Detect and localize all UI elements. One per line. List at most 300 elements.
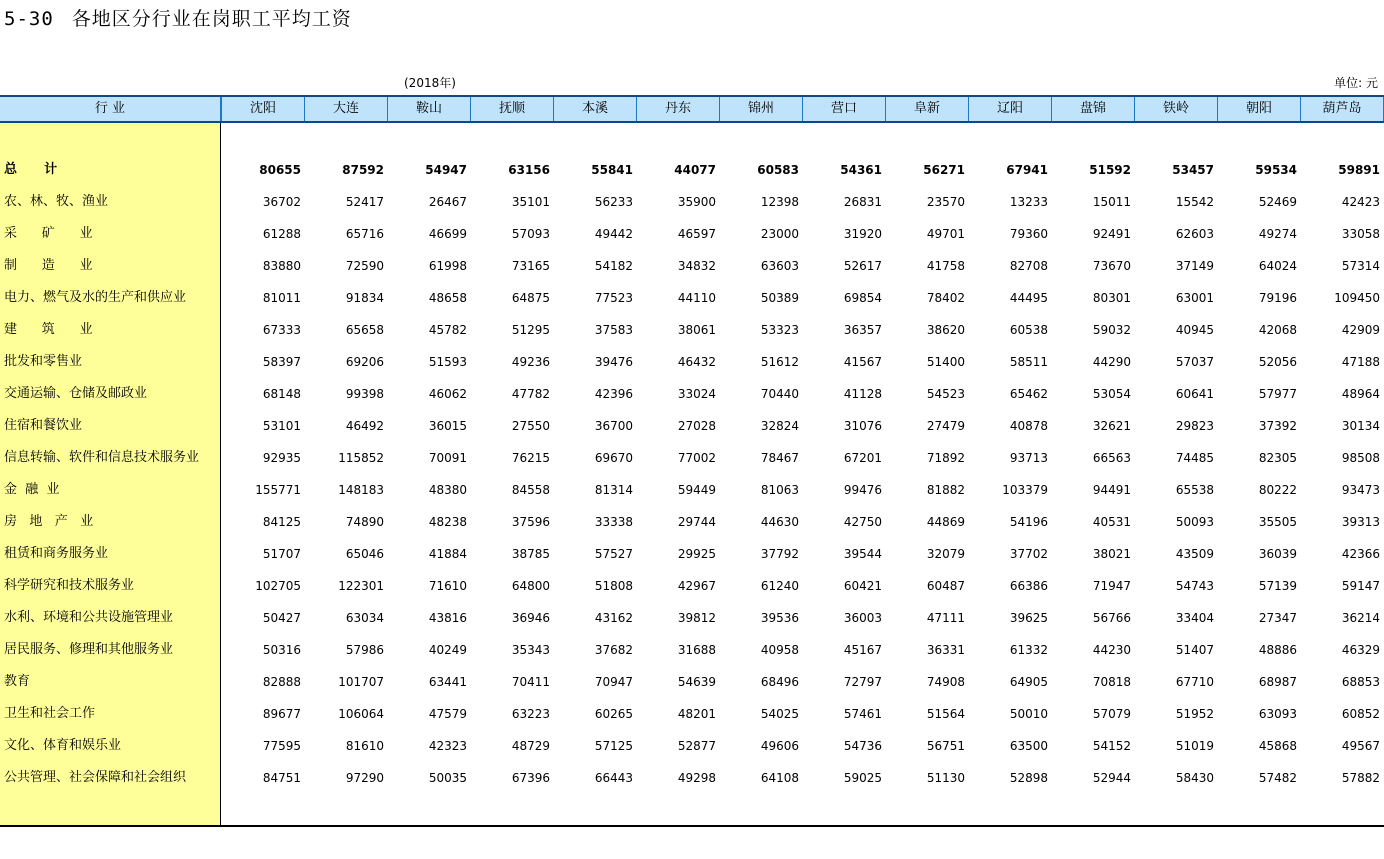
table-cell: 48658 xyxy=(428,291,467,305)
header-city: 抚顺 xyxy=(471,97,553,121)
table-cell: 57079 xyxy=(1092,707,1131,721)
unit-note: 单位: 元 xyxy=(1334,76,1378,90)
table-cell: 155771 xyxy=(255,483,301,497)
table-cell: 42068 xyxy=(1258,323,1297,337)
table-cell: 43816 xyxy=(428,611,467,625)
table-row xyxy=(0,320,1384,340)
table-cell: 37596 xyxy=(511,515,550,529)
table-cell: 68853 xyxy=(1341,675,1380,689)
table-cell: 58511 xyxy=(1009,355,1048,369)
table-cell: 115852 xyxy=(338,451,384,465)
table-cell: 59025 xyxy=(843,771,882,785)
table-cell: 42423 xyxy=(1341,195,1380,209)
table-cell: 59534 xyxy=(1255,163,1297,177)
table-cell: 84558 xyxy=(511,483,550,497)
row-label: 电力、燃气及水的生产和供应业 xyxy=(4,290,187,305)
table-cell: 69670 xyxy=(594,451,633,465)
table-cell: 59032 xyxy=(1092,323,1131,337)
table-cell: 27550 xyxy=(511,419,550,433)
table-cell: 33024 xyxy=(677,387,716,401)
table-cell: 57882 xyxy=(1341,771,1380,785)
table-cell: 51295 xyxy=(511,323,550,337)
table-cell: 53054 xyxy=(1092,387,1131,401)
table-cell: 42366 xyxy=(1341,547,1380,561)
table-cell: 103379 xyxy=(1002,483,1048,497)
table-cell: 61998 xyxy=(428,259,467,273)
table-cell: 51707 xyxy=(262,547,301,561)
table-cell: 63001 xyxy=(1175,291,1214,305)
table-cell: 31076 xyxy=(843,419,882,433)
table-cell: 34832 xyxy=(677,259,716,273)
table-cell: 93473 xyxy=(1341,483,1380,497)
table-cell: 77595 xyxy=(262,739,301,753)
table-cell: 51019 xyxy=(1175,739,1214,753)
table-cell: 33338 xyxy=(594,515,633,529)
table-cell: 15542 xyxy=(1175,195,1214,209)
table-cell: 46597 xyxy=(677,227,716,241)
table-cell: 50427 xyxy=(262,611,301,625)
table-cell: 44869 xyxy=(926,515,965,529)
table-cell: 54182 xyxy=(594,259,633,273)
table-cell: 49298 xyxy=(677,771,716,785)
table-cell: 52877 xyxy=(677,739,716,753)
row-label: 批发和零售业 xyxy=(4,354,83,369)
table-cell: 36331 xyxy=(926,643,965,657)
table-cell: 57461 xyxy=(843,707,882,721)
table-cell: 40249 xyxy=(428,643,467,657)
table-cell: 49236 xyxy=(511,355,550,369)
table-cell: 67710 xyxy=(1175,675,1214,689)
table-cell: 60265 xyxy=(594,707,633,721)
table-cell: 46329 xyxy=(1341,643,1380,657)
table-cell: 101707 xyxy=(338,675,384,689)
table-cell: 92935 xyxy=(262,451,301,465)
table-cell: 12398 xyxy=(760,195,799,209)
row-label: 租赁和商务服务业 xyxy=(4,546,109,561)
table-cell: 44630 xyxy=(760,515,799,529)
table-cell: 63156 xyxy=(508,163,550,177)
table-cell: 52056 xyxy=(1258,355,1297,369)
header-city: 朝阳 xyxy=(1218,97,1300,121)
table-cell: 49567 xyxy=(1341,739,1380,753)
table-cell: 54743 xyxy=(1175,579,1214,593)
table-cell: 52469 xyxy=(1258,195,1297,209)
table-cell: 89677 xyxy=(262,707,301,721)
table-cell: 63500 xyxy=(1009,739,1048,753)
row-label: 总 计 xyxy=(4,162,58,177)
table-cell: 74908 xyxy=(926,675,965,689)
table-cell: 73165 xyxy=(511,259,550,273)
table-cell: 49701 xyxy=(926,227,965,241)
row-label: 金 融 业 xyxy=(4,482,60,497)
row-label: 住宿和餐饮业 xyxy=(4,418,83,433)
table-cell: 60641 xyxy=(1175,387,1214,401)
table-cell: 106064 xyxy=(338,707,384,721)
table-cell: 46062 xyxy=(428,387,467,401)
table-cell: 57314 xyxy=(1341,259,1380,273)
table-cell: 51593 xyxy=(428,355,467,369)
table-cell: 43162 xyxy=(594,611,633,625)
table-cell: 50035 xyxy=(428,771,467,785)
table-cell: 23000 xyxy=(760,227,799,241)
table-row xyxy=(0,672,1384,692)
table-cell: 70091 xyxy=(428,451,467,465)
table-cell: 35101 xyxy=(511,195,550,209)
table-cell: 65462 xyxy=(1009,387,1048,401)
row-label: 制 造 业 xyxy=(4,258,93,273)
table-cell: 31920 xyxy=(843,227,882,241)
table-cell: 59147 xyxy=(1341,579,1380,593)
table-cell: 79196 xyxy=(1258,291,1297,305)
table-cell: 71892 xyxy=(926,451,965,465)
header-city: 铁岭 xyxy=(1135,97,1217,121)
table-cell: 61240 xyxy=(760,579,799,593)
table-row xyxy=(0,640,1384,660)
table-cell: 65658 xyxy=(345,323,384,337)
header-city: 盘锦 xyxy=(1052,97,1134,121)
table-cell: 36003 xyxy=(843,611,882,625)
table-cell: 49606 xyxy=(760,739,799,753)
table-cell: 91834 xyxy=(345,291,384,305)
table-cell: 33404 xyxy=(1175,611,1214,625)
table-cell: 84751 xyxy=(262,771,301,785)
table-cell: 48886 xyxy=(1258,643,1297,657)
row-label: 文化、体育和娱乐业 xyxy=(4,738,122,753)
table-cell: 39625 xyxy=(1009,611,1048,625)
table-cell: 67396 xyxy=(511,771,550,785)
table-cell: 66563 xyxy=(1092,451,1131,465)
table-cell: 57986 xyxy=(345,643,384,657)
row-label: 采 矿 业 xyxy=(4,226,93,241)
table-cell: 62603 xyxy=(1175,227,1214,241)
table-cell: 41758 xyxy=(926,259,965,273)
header-city: 锦州 xyxy=(720,97,802,121)
table-cell: 46492 xyxy=(345,419,384,433)
table-cell: 148183 xyxy=(338,483,384,497)
table-cell: 74890 xyxy=(345,515,384,529)
table-cell: 53323 xyxy=(760,323,799,337)
table-cell: 93713 xyxy=(1009,451,1048,465)
table-cell: 54196 xyxy=(1009,515,1048,529)
table-cell: 59891 xyxy=(1338,163,1380,177)
table-cell: 56271 xyxy=(923,163,965,177)
table-cell: 54361 xyxy=(840,163,882,177)
row-label: 卫生和社会工作 xyxy=(4,706,96,721)
table-cell: 54523 xyxy=(926,387,965,401)
table-cell: 51612 xyxy=(760,355,799,369)
table-cell: 49274 xyxy=(1258,227,1297,241)
table-row xyxy=(0,256,1384,276)
table-cell: 47111 xyxy=(926,611,965,625)
table-cell: 99476 xyxy=(843,483,882,497)
table-cell: 38785 xyxy=(511,547,550,561)
header-industry: 行 业 xyxy=(0,97,220,121)
table-cell: 42967 xyxy=(677,579,716,593)
table-cell: 66386 xyxy=(1009,579,1048,593)
table-cell: 70411 xyxy=(511,675,550,689)
table-cell: 56766 xyxy=(1092,611,1131,625)
table-cell: 71610 xyxy=(428,579,467,593)
table-row xyxy=(0,608,1384,628)
table-cell: 58430 xyxy=(1175,771,1214,785)
table-cell: 73670 xyxy=(1092,259,1131,273)
table-row xyxy=(0,416,1384,436)
header-city: 营口 xyxy=(803,97,885,121)
table-cell: 68987 xyxy=(1258,675,1297,689)
table-cell: 60538 xyxy=(1009,323,1048,337)
table-cell: 99398 xyxy=(345,387,384,401)
table-cell: 36039 xyxy=(1258,547,1297,561)
table-row xyxy=(0,480,1384,500)
table-cell: 31688 xyxy=(677,643,716,657)
table-cell: 72590 xyxy=(345,259,384,273)
table-cell: 52898 xyxy=(1009,771,1048,785)
table-cell: 72797 xyxy=(843,675,882,689)
table-cell: 37392 xyxy=(1258,419,1297,433)
table-cell: 50093 xyxy=(1175,515,1214,529)
table-cell: 80655 xyxy=(259,163,301,177)
table-row xyxy=(0,224,1384,244)
table-cell: 65538 xyxy=(1175,483,1214,497)
table-cell: 47188 xyxy=(1341,355,1380,369)
table-cell: 37682 xyxy=(594,643,633,657)
table-cell: 44230 xyxy=(1092,643,1131,657)
table-cell: 61332 xyxy=(1009,643,1048,657)
table-cell: 60583 xyxy=(757,163,799,177)
table-cell: 36702 xyxy=(262,195,301,209)
table-cell: 36357 xyxy=(843,323,882,337)
table-cell: 44495 xyxy=(1009,291,1048,305)
table-cell: 77002 xyxy=(677,451,716,465)
table-cell: 27479 xyxy=(926,419,965,433)
table-cell: 94491 xyxy=(1092,483,1131,497)
table-cell: 49442 xyxy=(594,227,633,241)
table-cell: 46699 xyxy=(428,227,467,241)
table-row xyxy=(0,352,1384,372)
table-cell: 64024 xyxy=(1258,259,1297,273)
table-cell: 26467 xyxy=(428,195,467,209)
table-cell: 65716 xyxy=(345,227,384,241)
table-cell: 64875 xyxy=(511,291,550,305)
table-cell: 54152 xyxy=(1092,739,1131,753)
table-cell: 60421 xyxy=(843,579,882,593)
row-label: 房 地 产 业 xyxy=(4,514,94,529)
table-cell: 57093 xyxy=(511,227,550,241)
table-cell: 15011 xyxy=(1092,195,1131,209)
row-label: 教育 xyxy=(4,674,31,689)
table-cell: 48238 xyxy=(428,515,467,529)
table-cell: 27028 xyxy=(677,419,716,433)
year-note: (2018年) xyxy=(404,76,456,90)
table-cell: 53101 xyxy=(262,419,301,433)
table-cell: 33058 xyxy=(1341,227,1380,241)
table-cell: 70947 xyxy=(594,675,633,689)
table-cell: 60487 xyxy=(926,579,965,593)
table-cell: 54025 xyxy=(760,707,799,721)
table-cell: 41884 xyxy=(428,547,467,561)
header-city: 辽阳 xyxy=(969,97,1051,121)
table-cell: 36700 xyxy=(594,419,633,433)
table-cell: 32824 xyxy=(760,419,799,433)
table-row xyxy=(0,288,1384,308)
row-label: 农、林、牧、渔业 xyxy=(4,194,109,209)
table-cell: 54639 xyxy=(677,675,716,689)
table-cell: 40945 xyxy=(1175,323,1214,337)
table-cell: 29925 xyxy=(677,547,716,561)
table-row xyxy=(0,448,1384,468)
table-cell: 37792 xyxy=(760,547,799,561)
table-cell: 61288 xyxy=(262,227,301,241)
table-cell: 63441 xyxy=(428,675,467,689)
table-cell: 98508 xyxy=(1341,451,1380,465)
header-city: 阜新 xyxy=(886,97,968,121)
table-cell: 54947 xyxy=(425,163,467,177)
table-cell: 71947 xyxy=(1092,579,1131,593)
table-cell: 81011 xyxy=(262,291,301,305)
table-cell: 64800 xyxy=(511,579,550,593)
table-cell: 37583 xyxy=(594,323,633,337)
table-cell: 36946 xyxy=(511,611,550,625)
table-cell: 68148 xyxy=(262,387,301,401)
table-cell: 48201 xyxy=(677,707,716,721)
table-cell: 77523 xyxy=(594,291,633,305)
table-cell: 51592 xyxy=(1089,163,1131,177)
table-cell: 40958 xyxy=(760,643,799,657)
table-cell: 44290 xyxy=(1092,355,1131,369)
table-cell: 38620 xyxy=(926,323,965,337)
table-cell: 81610 xyxy=(345,739,384,753)
table-cell: 43509 xyxy=(1175,547,1214,561)
table-cell: 54736 xyxy=(843,739,882,753)
table-cell: 53457 xyxy=(1172,163,1214,177)
table-title xyxy=(4,4,352,31)
table-bottom-rule xyxy=(0,825,1384,827)
table-cell: 42909 xyxy=(1341,323,1380,337)
table-cell: 63223 xyxy=(511,707,550,721)
table-cell: 41567 xyxy=(843,355,882,369)
table-cell: 51808 xyxy=(594,579,633,593)
row-label: 公共管理、社会保障和社会组织 xyxy=(4,770,187,785)
table-cell: 57482 xyxy=(1258,771,1297,785)
table-cell: 55841 xyxy=(591,163,633,177)
table-row xyxy=(0,192,1384,212)
table-cell: 44110 xyxy=(677,291,716,305)
total-row xyxy=(0,160,1384,180)
table-cell: 109450 xyxy=(1334,291,1380,305)
table-cell: 45868 xyxy=(1258,739,1297,753)
table-cell: 47579 xyxy=(428,707,467,721)
table-cell: 74485 xyxy=(1175,451,1214,465)
table-cell: 52944 xyxy=(1092,771,1131,785)
table-cell: 40531 xyxy=(1092,515,1131,529)
table-cell: 84125 xyxy=(262,515,301,529)
table-row xyxy=(0,768,1384,788)
table-cell: 47782 xyxy=(511,387,550,401)
table-cell: 56233 xyxy=(594,195,633,209)
row-label: 信息转输、软件和信息技术服务业 xyxy=(4,450,200,465)
table-cell: 80222 xyxy=(1258,483,1297,497)
table-cell: 67941 xyxy=(1006,163,1048,177)
row-label: 居民服务、修理和其他服务业 xyxy=(4,642,174,657)
table-cell: 70818 xyxy=(1092,675,1131,689)
table-cell: 36214 xyxy=(1341,611,1380,625)
table-cell: 51130 xyxy=(926,771,965,785)
table-cell: 52617 xyxy=(843,259,882,273)
row-label: 水利、环境和公共设施管理业 xyxy=(4,610,174,625)
table-cell: 35343 xyxy=(511,643,550,657)
table-header xyxy=(0,95,1384,123)
table-cell: 46432 xyxy=(677,355,716,369)
table-cell: 45782 xyxy=(428,323,467,337)
table-row xyxy=(0,704,1384,724)
table-cell: 30134 xyxy=(1341,419,1380,433)
header-city: 丹东 xyxy=(637,97,719,121)
table-cell: 78402 xyxy=(926,291,965,305)
table-cell: 50316 xyxy=(262,643,301,657)
row-label: 建 筑 业 xyxy=(4,322,93,337)
table-cell: 44077 xyxy=(674,163,716,177)
table-number: 5-30 xyxy=(4,8,54,30)
table-cell: 39536 xyxy=(760,611,799,625)
table-cell: 51400 xyxy=(926,355,965,369)
table-cell: 79360 xyxy=(1009,227,1048,241)
table-row xyxy=(0,736,1384,756)
table-cell: 39544 xyxy=(843,547,882,561)
table-cell: 57139 xyxy=(1258,579,1297,593)
table-cell: 42750 xyxy=(843,515,882,529)
table-cell: 63093 xyxy=(1258,707,1297,721)
table-cell: 81314 xyxy=(594,483,633,497)
table-cell: 41128 xyxy=(843,387,882,401)
table-cell: 39476 xyxy=(594,355,633,369)
table-cell: 64905 xyxy=(1009,675,1048,689)
table-cell: 76215 xyxy=(511,451,550,465)
table-cell: 52417 xyxy=(345,195,384,209)
header-city: 本溪 xyxy=(554,97,636,121)
table-cell: 69854 xyxy=(843,291,882,305)
table-cell: 67333 xyxy=(262,323,301,337)
table-cell: 60852 xyxy=(1341,707,1380,721)
table-cell: 45167 xyxy=(843,643,882,657)
table-cell: 58397 xyxy=(262,355,301,369)
table-cell: 38061 xyxy=(677,323,716,337)
table-cell: 40878 xyxy=(1009,419,1048,433)
table-cell: 38021 xyxy=(1092,547,1131,561)
table-cell: 87592 xyxy=(342,163,384,177)
table-cell: 29823 xyxy=(1175,419,1214,433)
table-cell: 68496 xyxy=(760,675,799,689)
table-row xyxy=(0,384,1384,404)
table-cell: 51564 xyxy=(926,707,965,721)
table-cell: 66443 xyxy=(594,771,633,785)
table-cell: 92491 xyxy=(1092,227,1131,241)
table-cell: 51407 xyxy=(1175,643,1214,657)
table-cell: 57527 xyxy=(594,547,633,561)
table-cell: 23570 xyxy=(926,195,965,209)
table-cell: 57977 xyxy=(1258,387,1297,401)
table-cell: 32621 xyxy=(1092,419,1131,433)
table-cell: 50389 xyxy=(760,291,799,305)
table-cell: 82708 xyxy=(1009,259,1048,273)
table-cell: 48729 xyxy=(511,739,550,753)
table-cell: 29744 xyxy=(677,515,716,529)
table-cell: 35505 xyxy=(1258,515,1297,529)
table-cell: 70440 xyxy=(760,387,799,401)
header-city: 大连 xyxy=(305,97,387,121)
table-cell: 102705 xyxy=(255,579,301,593)
table-cell: 67201 xyxy=(843,451,882,465)
table-cell: 122301 xyxy=(338,579,384,593)
